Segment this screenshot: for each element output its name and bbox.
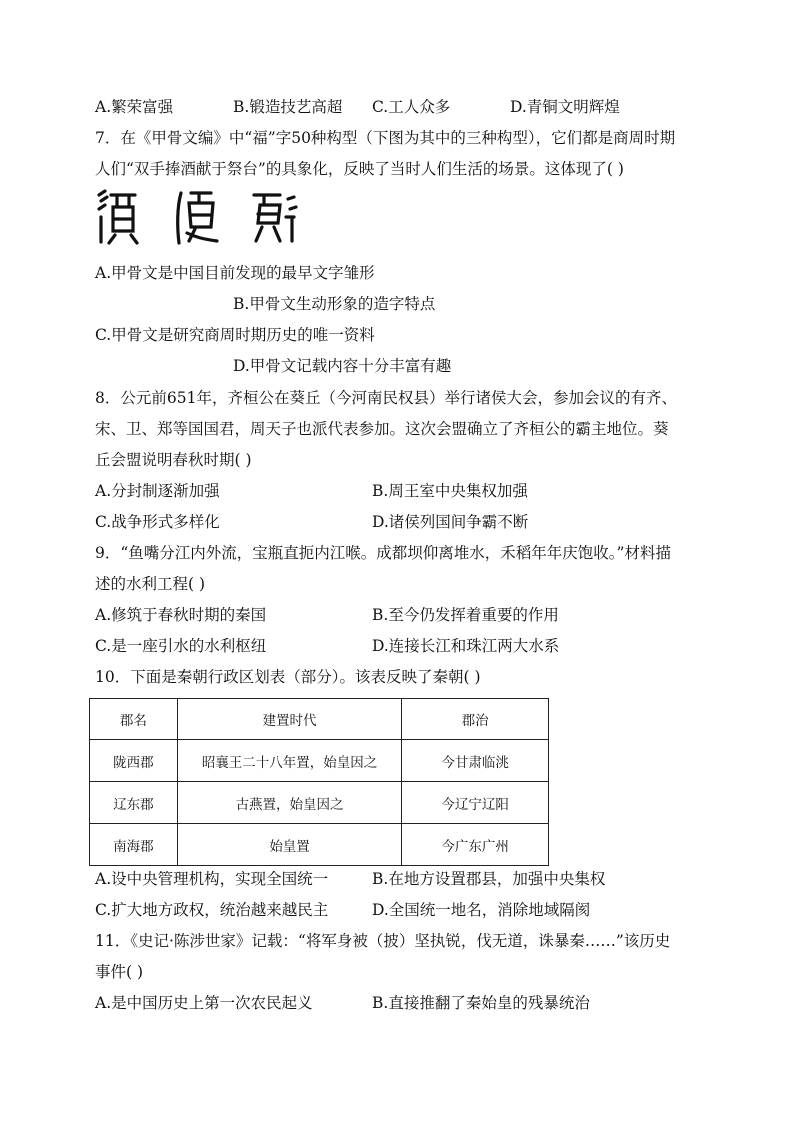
- q7-stem-line1: 7．在《甲骨文编》中“福”字50种构型（下图为其中的三种构型），它们都是商周时期: [95, 129, 676, 147]
- q8-option-b: B.周王室中央集权加强: [372, 482, 528, 500]
- oracle-bone-fu-glyphs-figure: [95, 187, 305, 247]
- q6-option-b: B.锻造技艺高超: [233, 98, 343, 116]
- q7-option-c: C.甲骨文是研究商周时期历史的唯一资料: [95, 326, 375, 344]
- table-row: [90, 740, 549, 782]
- qin-admin-division-table: [89, 698, 549, 866]
- q8-option-d: D.诸侯列国间争霸不断: [372, 513, 529, 531]
- q8-option-c: C.战争形式多样化: [95, 513, 220, 531]
- q7-option-a: A.甲骨文是中国目前发现的最早文字雏形: [95, 264, 375, 282]
- q9-stem-line2: 述的水利工程( ): [95, 575, 206, 593]
- q10-option-a: A.设中央管理机构，实现全国统一: [95, 870, 329, 888]
- q10-option-c: C.扩大地方政权，统治越来越民主: [95, 901, 329, 919]
- q10-stem: 10．下面是秦朝行政区划表（部分）。该表反映了秦朝( ): [95, 668, 481, 686]
- table-cell: 南海郡: [90, 824, 178, 866]
- table-header-cell: 郡治: [402, 699, 549, 740]
- q9-option-b: B.至今仍发挥着重要的作用: [372, 606, 559, 624]
- q7-stem-line2: 人们“双手捧酒献于祭台”的具象化，反映了当时人们生活的场景。这体现了( ): [95, 160, 624, 178]
- q7-option-b: B.甲骨文生动形象的造字特点: [233, 295, 436, 313]
- q11-stem-line1: 11．《史记·陈涉世家》记载：“将军身被（披）坚执锐，伐无道，诛暴秦……”该历史: [95, 932, 671, 950]
- q6-option-d: D.青铜文明辉煌: [510, 98, 620, 116]
- q8-stem-line3: 丘会盟说明春秋时期( ): [95, 451, 252, 469]
- q6-option-c: C.工人众多: [372, 98, 451, 116]
- q10-option-b: B.在地方设置郡县，加强中央集权: [372, 870, 606, 888]
- table-header-cell: 郡名: [90, 699, 178, 740]
- table-cell: 古燕置，始皇因之: [177, 782, 402, 824]
- q11-option-a: A.是中国历史上第一次农民起义: [95, 994, 313, 1012]
- q9-option-c: C.是一座引水的水利枢纽: [95, 637, 267, 655]
- table-cell: 始皇置: [177, 824, 402, 866]
- table-cell: 昭襄王二十八年置，始皇因之: [177, 740, 402, 782]
- q11-stem-line2: 事件( ): [95, 963, 144, 981]
- q9-stem-line1: 9．“鱼嘴分江内外流，宝瓶直扼内江喉。成都坝仰离堆水，禾稻年年庆饱收。”材料描: [95, 544, 671, 562]
- table-cell: 今辽宁辽阳: [402, 782, 549, 824]
- q7-option-d: D.甲骨文记载内容十分丰富有趣: [233, 357, 452, 375]
- q11-option-b: B.直接推翻了秦始皇的残暴统治: [372, 994, 590, 1012]
- q6-option-a: A.繁荣富强: [95, 98, 174, 116]
- q8-option-a: A.分封制逐渐加强: [95, 482, 220, 500]
- table-header-cell: 建置时代: [177, 699, 402, 740]
- q8-stem-line2: 宋、卫、郑等国国君，周天子也派代表参加。这次会盟确立了齐桓公的霸主地位。葵: [95, 420, 669, 438]
- table-row: [90, 782, 549, 824]
- table-cell: 今甘肃临洮: [402, 740, 549, 782]
- fu-glyph-2: [178, 193, 217, 243]
- table-cell: 今广东广州: [402, 824, 549, 866]
- table-header-row: [90, 699, 549, 740]
- table-cell: 辽东郡: [90, 782, 178, 824]
- table-row: [90, 824, 549, 866]
- fu-glyph-1: [99, 191, 137, 243]
- q9-option-d: D.连接长江和珠江两大水系: [372, 637, 560, 655]
- q9-option-a: A.修筑于春秋时期的秦国: [95, 606, 267, 624]
- oracle-bone-glyphs-image: [95, 187, 305, 247]
- q10-option-d: D.全国统一地名，消除地域隔阂: [372, 901, 591, 919]
- table-cell: 陇西郡: [90, 740, 178, 782]
- q8-stem-line1: 8．公元前651年，齐桓公在葵丘（今河南民权县）举行诸侯大会，参加会议的有齐、: [95, 389, 677, 407]
- fu-glyph-3: [254, 195, 296, 241]
